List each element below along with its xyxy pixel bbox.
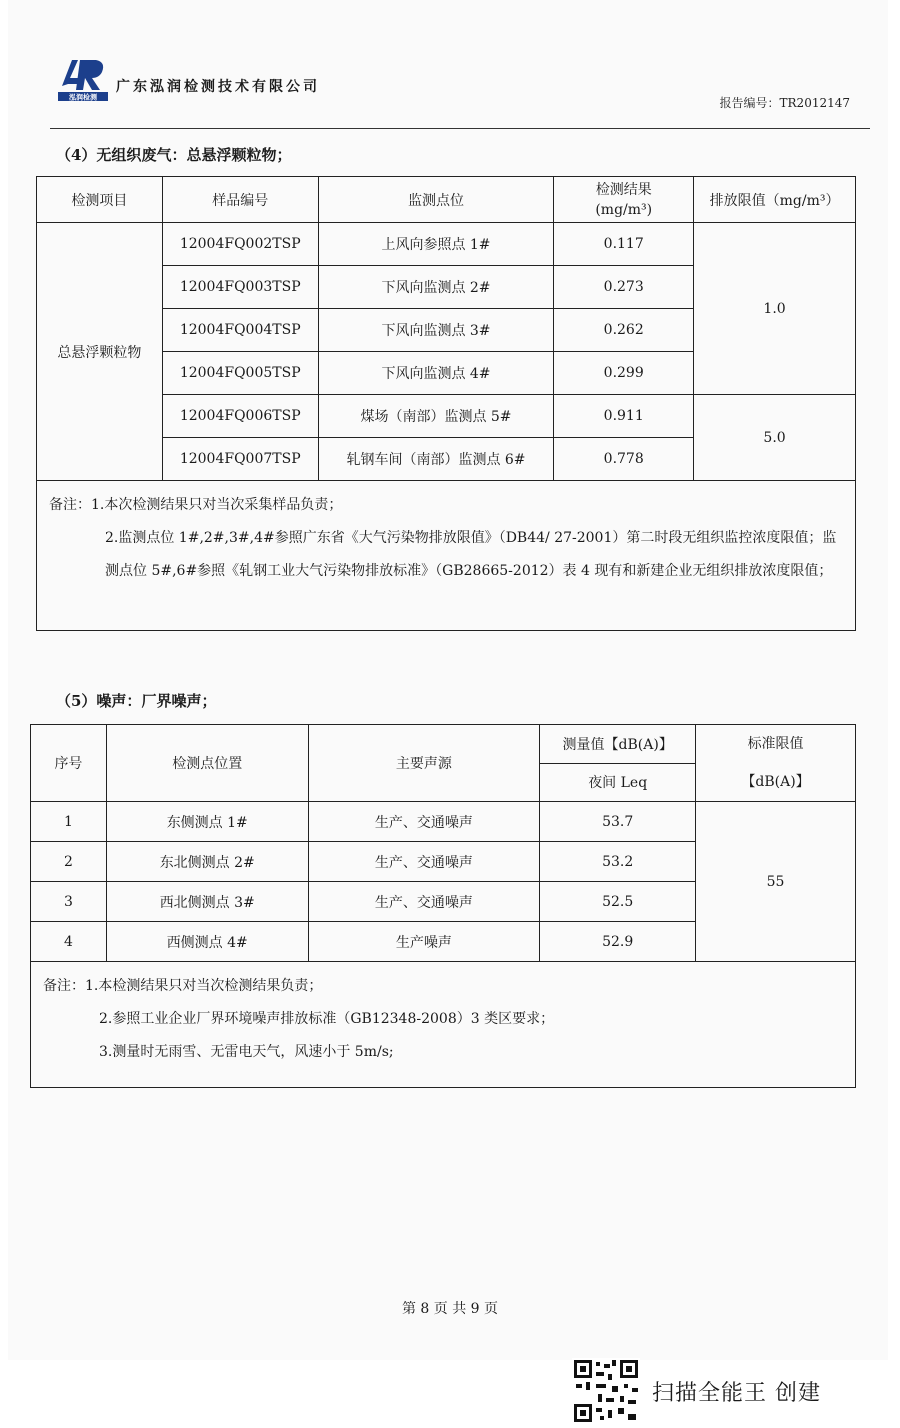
company-logo-icon	[56, 56, 110, 102]
sample-id-cell: 12004FQ006TSP	[162, 395, 318, 438]
note-line: 2.监测点位 1#,2#,3#,4#参照广东省《大气污染物排放限值》（DB44/ 27-2001）第二时段无组织监控浓度限值；监测点位 5#,6#参照《轧钢工业大气污染物排放标准》（GB28665-2012）表 4 现有和新建企业无组织排放浓度限值；	[105, 530, 837, 579]
page-header	[50, 50, 870, 130]
note-line: 备注：1.本检测结果只对当次检测结果负责；	[43, 978, 323, 994]
seq-cell: 4	[31, 922, 107, 962]
limit-cell: 1.0	[694, 223, 856, 395]
point-cell: 东侧测点 1#	[106, 802, 308, 842]
table-row	[37, 223, 856, 266]
point-cell: 西侧测点 4#	[106, 922, 308, 962]
header-cell: 测量值【dB(A)】	[540, 725, 696, 764]
monitor-point-cell: 上风向参照点 1#	[318, 223, 554, 266]
monitor-point-cell: 轧钢车间（南部）监测点 6#	[318, 438, 554, 481]
header-cell: 样品编号	[162, 177, 318, 223]
header-divider	[50, 128, 870, 129]
notes-row	[37, 481, 856, 631]
header-result-label: 检测结果	[595, 181, 652, 198]
source-cell: 生产噪声	[308, 922, 540, 962]
value-cell: 52.9	[540, 922, 696, 962]
sample-id-cell: 12004FQ003TSP	[162, 266, 318, 309]
note-line: 3.测量时无雨雪、无雷电天气，风速小于 5m/s;	[99, 1044, 394, 1060]
section-title-tsp: （4）无组织废气：总悬浮颗粒物；	[56, 146, 292, 164]
tsp-results-table	[36, 176, 856, 631]
result-cell: 0.117	[554, 223, 694, 266]
header-limit-label: 标准限值	[747, 736, 804, 752]
scanner-watermark	[572, 1356, 892, 1420]
result-cell: 0.299	[554, 352, 694, 395]
limit-cell: 55	[696, 802, 856, 962]
note-line: 备注：1.本次检测结果只对当次采集样品负责；	[49, 497, 343, 513]
monitor-point-cell: 下风向监测点 2#	[318, 266, 554, 309]
header-cell	[554, 177, 694, 223]
header-result-unit: (mg/m³)	[595, 201, 653, 218]
result-cell: 0.262	[554, 309, 694, 352]
header-limit-unit: 【dB(A)】	[741, 774, 810, 790]
limit-cell: 5.0	[694, 395, 856, 481]
seq-cell: 1	[31, 802, 107, 842]
header-cell	[696, 725, 856, 802]
result-cell: 0.273	[554, 266, 694, 309]
table-header-row	[37, 177, 856, 223]
sample-id-cell: 12004FQ002TSP	[162, 223, 318, 266]
monitor-point-cell: 下风向监测点 4#	[318, 352, 554, 395]
qr-code-icon	[572, 1358, 640, 1424]
report-number: 报告编号：TR2012147	[719, 96, 850, 110]
company-name: 广东泓润检测技术有限公司	[116, 79, 320, 95]
seq-cell: 2	[31, 842, 107, 882]
point-cell: 东北侧测点 2#	[106, 842, 308, 882]
value-cell: 53.2	[540, 842, 696, 882]
header-cell: 监测点位	[318, 177, 554, 223]
notes-cell	[31, 962, 856, 1088]
note-line: 2.参照工业企业厂界环境噪声排放标准（GB12348-2008）3 类区要求；	[99, 1011, 555, 1027]
scanner-credit: 扫描全能王 创建	[652, 1381, 821, 1406]
source-cell: 生产、交通噪声	[308, 802, 540, 842]
sample-id-cell: 12004FQ005TSP	[162, 352, 318, 395]
page-number: 第 8 页 共 9 页	[401, 1301, 499, 1317]
section-title-noise: （5）噪声：厂界噪声；	[56, 692, 217, 710]
noise-results-table	[30, 724, 856, 1088]
header-cell: 检测项目	[37, 177, 163, 223]
sample-id-cell: 12004FQ007TSP	[162, 438, 318, 481]
table-row	[31, 802, 856, 842]
header-cell: 序号	[31, 725, 107, 802]
source-cell: 生产、交通噪声	[308, 842, 540, 882]
result-cell: 0.778	[554, 438, 694, 481]
point-cell: 西北侧测点 3#	[106, 882, 308, 922]
notes-cell	[37, 481, 856, 631]
seq-cell: 3	[31, 882, 107, 922]
table-header-row	[31, 725, 856, 764]
monitor-point-cell: 煤场（南部）监测点 5#	[318, 395, 554, 438]
test-item-cell: 总悬浮颗粒物	[37, 223, 163, 481]
sample-id-cell: 12004FQ004TSP	[162, 309, 318, 352]
value-cell: 52.5	[540, 882, 696, 922]
header-cell: 主要声源	[308, 725, 540, 802]
header-cell: 排放限值（mg/m³）	[694, 177, 856, 223]
header-cell: 夜间 Leq	[540, 763, 696, 802]
header-cell: 检测点位置	[106, 725, 308, 802]
value-cell: 53.7	[540, 802, 696, 842]
source-cell: 生产、交通噪声	[308, 882, 540, 922]
notes-row	[31, 962, 856, 1088]
monitor-point-cell: 下风向监测点 3#	[318, 309, 554, 352]
svg-text:泓润检测: 泓润检测	[69, 93, 97, 102]
result-cell: 0.911	[554, 395, 694, 438]
